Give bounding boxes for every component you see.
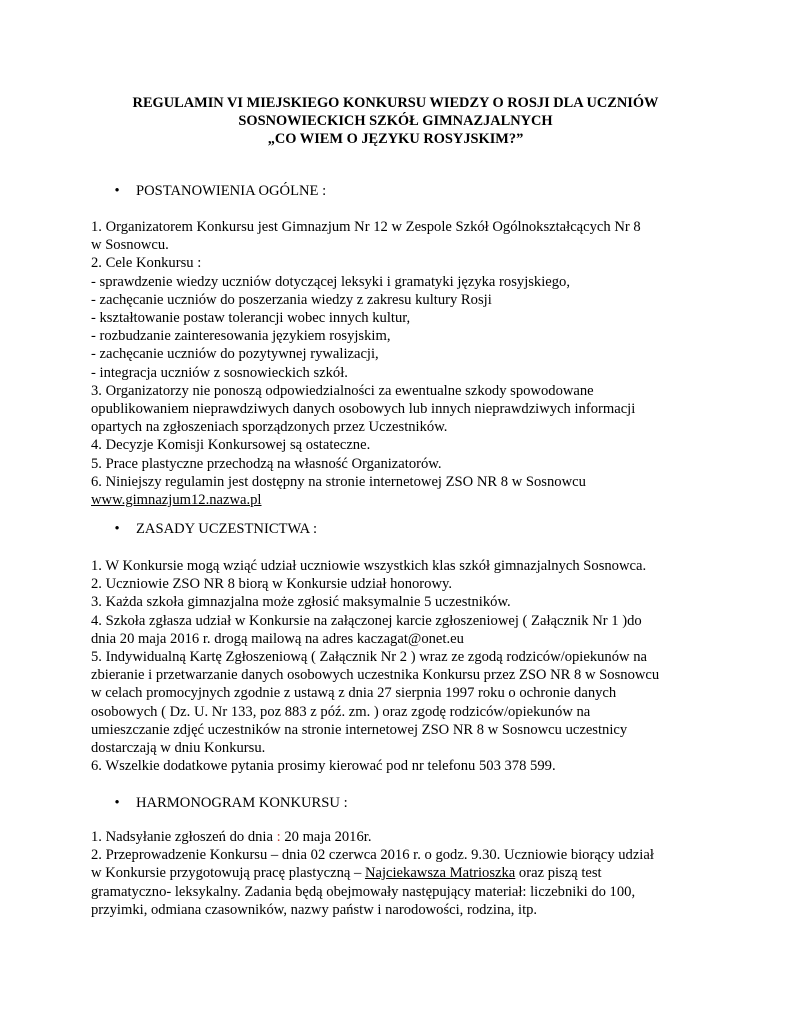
section-body-harmonogram: [91, 828, 711, 919]
list-item: - kształtowanie postaw tolerancji wobec innych kultur,: [91, 310, 411, 327]
line-text: oraz piszą test: [515, 865, 602, 882]
list-item: - rozbudzanie zainteresowania językiem rosyjskim,: [91, 328, 391, 345]
paragraph-line: 6. Wszelkie dodatkowe pytania prosimy kierować pod nr telefonu 503 378 599.: [91, 758, 556, 775]
paragraph-line: w celach promocyjnych zgodnie z ustawą z dnia 27 sierpnia 1997 roku o ochronie danych: [91, 685, 617, 702]
paragraph-line: 1. W Konkursie mogą wziąć udział uczniowie wszystkich klas szkół gimnazjalnych Sosnowca.: [91, 558, 647, 574]
bullet-icon: •: [114, 183, 120, 199]
paragraph-line: 2. Uczniowie ZSO NR 8 biorą w Konkursie udział honorowy.: [91, 576, 452, 593]
list-item: - zachęcanie uczniów do poszerzania wiedzy z zakresu kultury Rosji: [91, 291, 492, 308]
paragraph-line: 2. Przeprowadzenie Konkursu – dnia 02 czerwca 2016 r. o godz. 9.30. Uczniowie biorący udział: [91, 847, 654, 864]
paragraph-line: opartych na zgłoszeniach sporządzonych przez Uczestników.: [91, 419, 448, 436]
paragraph-line: dostarczają w dniu Konkursu.: [91, 740, 266, 757]
paragraph-line: 6. Niniejszy regulamin jest dostępny na stronie internetowej ZSO NR 8 w Sosnowcu: [91, 473, 586, 490]
paragraph-line: 3. Organizatorzy nie ponoszą odpowiedzialności za ewentualne szkody spowodowane: [91, 382, 594, 399]
paragraph-line: [91, 828, 711, 846]
underlined-title: Najciekawsza Matrioszka: [364, 865, 516, 882]
paragraph-line: 1. Organizatorem Konkursu jest Gimnazjum Nr 12 w Zespole Szkół Ogólnokształcących Nr 8: [91, 219, 641, 235]
list-item: - zachęcanie uczniów do pozytywnej rywalizacji,: [91, 346, 379, 363]
paragraph-line: 4. Decyzje Komisji Konkursowej są ostateczne.: [91, 437, 371, 454]
line-text: w Konkursie przygotowują pracę plastyczną –: [91, 865, 365, 882]
bullet-icon: •: [114, 795, 120, 811]
paragraph-line: opublikowaniem nieprawdziwych danych osobowych lub innych nieprawdziwych informacji: [91, 401, 636, 418]
title-line-1: REGULAMIN VI MIEJSKIEGO KONKURSU WIEDZY O ROSJI DLA UCZNIÓW: [132, 95, 659, 111]
bullet-icon: •: [114, 521, 120, 537]
line-text: 1. Nadsyłanie zgłoszeń do dnia: [91, 829, 277, 845]
list-item: - integracja uczniów z sosnowieckich szkół.: [91, 364, 348, 381]
paragraph-line: umieszczanie zdjęć uczestników na stronie internetowej ZSO NR 8 w Sosnowcu uczestnicy: [91, 721, 628, 738]
paragraph-line: [91, 864, 711, 882]
title-line-3: „CO WIEM O JĘZYKU ROSYJSKIM?”: [267, 131, 524, 147]
paragraph-line: osobowych ( Dz. U. Nr 133, poz 883 z póź. zm. ) oraz zgodę rodziców/opiekunów na: [91, 703, 591, 720]
paragraph-line: w Sosnowcu.: [91, 237, 169, 254]
section-heading-text: HARMONOGRAM KONKURSU :: [136, 795, 348, 811]
document-title: [60, 94, 731, 148]
paragraph-line: 4. Szkoła zgłasza udział w Konkursie na załączonej karcie zgłoszeniowej ( Załącznik Nr 1 )do: [91, 612, 642, 629]
section-heading-text: ZASADY UCZESTNICTWA :: [136, 521, 318, 537]
website-link[interactable]: www.gimnazjum12.nazwa.pl: [91, 492, 262, 509]
highlighted-colon: :: [276, 829, 281, 845]
paragraph-line: 5. Prace plastyczne przechodzą na własność Organizatorów.: [91, 455, 442, 472]
paragraph-line: gramatyczno- leksykalny. Zadania będą obejmowały następujący materiał: liczebniki do 100,: [91, 883, 636, 900]
paragraph-line: 3. Każda szkoła gimnazjalna może zgłosić maksymalnie 5 uczestników.: [91, 594, 511, 611]
paragraph-line: zbieranie i przetwarzanie danych osobowych uczestnika Konkursu przez ZSO NR 8 w Sosnowcu: [91, 667, 660, 684]
paragraph-line: dnia 20 maja 2016 r. drogą mailową na adres kaczagat@onet.eu: [91, 630, 464, 647]
line-text: 20 maja 2016r.: [280, 829, 372, 845]
paragraph-line: przyimki, odmiana czasowników, nazwy państw i narodowości, rodzina, itp.: [91, 901, 538, 918]
title-line-2: SOSNOWIECKICH SZKÓŁ GIMNAZJALNYCH: [238, 113, 553, 129]
section-heading-text: POSTANOWIENIA OGÓLNE :: [136, 183, 327, 199]
list-item: - sprawdzenie wiedzy uczniów dotyczącej leksyki i gramatyki języka rosyjskiego,: [91, 273, 570, 290]
paragraph-line: 5. Indywidualną Kartę Zgłoszeniową ( Załącznik Nr 2 ) wraz ze zgodą rodziców/opiekunów na: [91, 649, 647, 666]
section-body-zasady: [91, 557, 711, 775]
paragraph-line: 2. Cele Konkursu :: [91, 255, 202, 272]
section-body-postanowienia: [91, 218, 711, 509]
